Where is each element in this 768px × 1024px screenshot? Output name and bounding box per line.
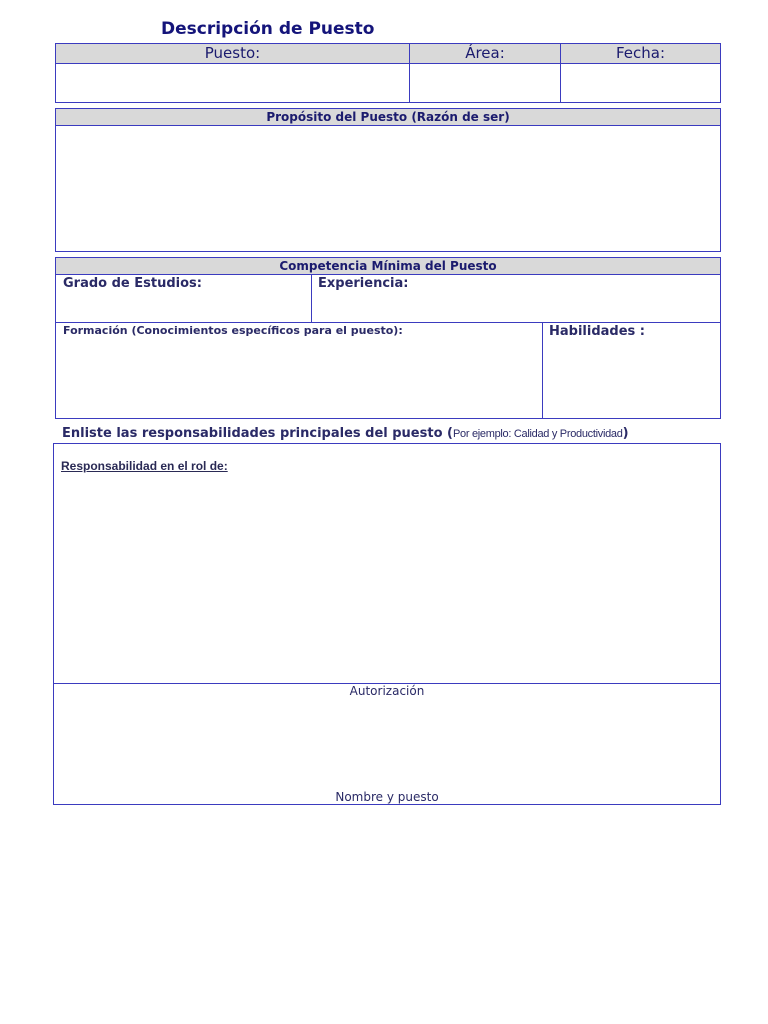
- competencia-header: [55, 257, 721, 275]
- page-title: Descripción de Puesto: [161, 19, 375, 39]
- nombre-puesto-label: Nombre y puesto: [335, 790, 439, 804]
- autorizacion-label: Autorización: [349, 684, 425, 698]
- example-text: Por ejemplo: Calidad y Productividad: [452, 428, 623, 440]
- formacion-label: Formación (Conocimientos específicos para el puesto):: [63, 324, 403, 337]
- rol-label: Responsabilidad en el rol de:: [61, 459, 228, 473]
- area-field[interactable]: [409, 63, 561, 103]
- competencia-label: Competencia Mínima del Puesto: [279, 259, 497, 273]
- header-area: [409, 43, 561, 64]
- experiencia-label: Experiencia:: [318, 276, 409, 291]
- proposito-field[interactable]: [55, 125, 721, 252]
- header-fecha: [560, 43, 721, 64]
- close-paren: ): [622, 426, 629, 441]
- grado-label: Grado de Estudios:: [63, 276, 202, 291]
- fecha-field[interactable]: [560, 63, 721, 103]
- grado-field[interactable]: [55, 274, 312, 323]
- proposito-label: Propósito del Puesto (Razón de ser): [266, 110, 510, 124]
- experiencia-field[interactable]: [311, 274, 721, 323]
- habilidades-field[interactable]: [542, 322, 721, 419]
- intro-text: Enliste las responsabilidades principales del puesto (: [62, 426, 453, 441]
- puesto-field[interactable]: [55, 63, 410, 103]
- fecha-label: Fecha:: [615, 44, 666, 62]
- puesto-label: Puesto:: [204, 44, 261, 62]
- header-puesto: [55, 43, 410, 64]
- responsabilidades-intro: [62, 426, 629, 441]
- area-label: Área:: [465, 44, 505, 62]
- proposito-header: [55, 108, 721, 126]
- habilidades-label: Habilidades :: [549, 324, 645, 339]
- formacion-field[interactable]: [55, 322, 543, 419]
- autorizacion-field[interactable]: [53, 683, 721, 805]
- responsabilidad-field[interactable]: [53, 443, 721, 684]
